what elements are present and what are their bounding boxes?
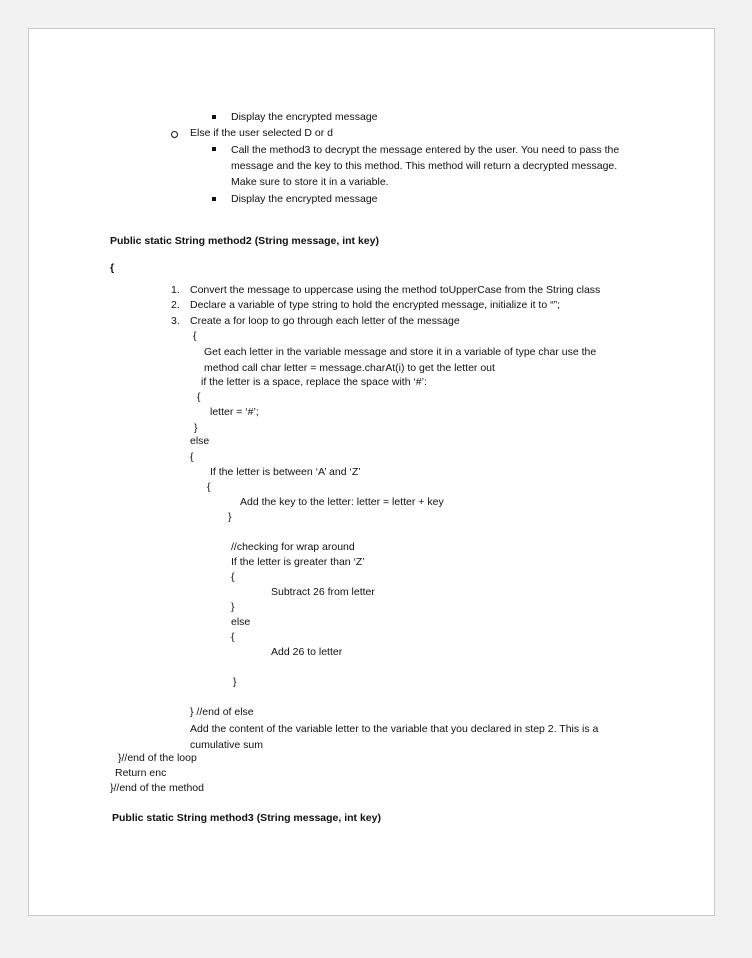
method3-heading: Public static String method3 (String message, int key)	[112, 812, 381, 824]
else-keyword: else	[231, 616, 251, 628]
assign-hash-line: letter = ‘#’;	[210, 406, 259, 418]
if-greater-line: If the letter is greater than ‘Z’	[231, 556, 365, 568]
add-26-line: Add 26 to letter	[271, 646, 343, 658]
return-enc-line: Return enc	[115, 767, 167, 779]
brace: {	[190, 451, 194, 463]
method2-heading: Public static String method2 (String message, int key)	[110, 235, 379, 247]
if-space-line: if the letter is a space, replace the space with ‘#’:	[201, 376, 427, 388]
step-text: Create a for loop to go through each letter of the message	[190, 315, 460, 327]
brace: }	[228, 511, 232, 523]
display-encrypted-line: Display the encrypted message	[231, 193, 378, 205]
brace: {	[231, 631, 235, 643]
get-letter-paragraph: Get each letter in the variable message and store it in a variable of type char use the method call char letter = message.charAt(i) to get the letter out	[204, 346, 597, 374]
step-number: 3.	[171, 315, 180, 327]
step-text: Convert the message to uppercase using the method toUpperCase from the String class	[190, 284, 601, 296]
else-keyword: else	[190, 435, 210, 447]
brace: }	[194, 422, 198, 434]
bullet-square	[212, 147, 216, 151]
bullet-square	[212, 197, 216, 201]
subtract-26-line: Subtract 26 from letter	[271, 586, 375, 598]
bullet-square	[212, 115, 216, 119]
call-method3-paragraph: Call the method3 to decrypt the message entered by the user. You need to pass the message and the key to this method. This method will return a decrypted message. Make sure to store it in a variable.	[231, 144, 620, 188]
brace: }	[233, 676, 237, 688]
bullet-circle	[171, 131, 178, 138]
step-text: Declare a variable of type string to hold the encrypted message, initialize it to “”;	[190, 299, 561, 311]
add-key-line: Add the key to the letter: letter = letter + key	[240, 496, 444, 508]
if-between-line: If the letter is between ‘A’ and ‘Z’	[210, 466, 361, 478]
end-method-line: }//end of the method	[110, 782, 204, 794]
brace: }	[231, 601, 235, 613]
end-loop-line: }//end of the loop	[118, 752, 197, 764]
end-else-line: } //end of else	[190, 706, 254, 718]
wrap-comment-line: //checking for wrap around	[231, 541, 355, 553]
method2-open-brace: {	[110, 262, 115, 274]
brace: {	[193, 330, 197, 342]
else-decrypt-line: Else if the user selected D or d	[190, 127, 333, 139]
brace: {	[231, 571, 235, 583]
step-number: 1.	[171, 284, 180, 296]
step-number: 2.	[171, 299, 180, 311]
brace: {	[197, 391, 201, 403]
display-encrypted-line: Display the encrypted message	[231, 111, 378, 123]
brace: {	[207, 481, 211, 493]
document-page	[28, 28, 715, 916]
add-content-paragraph: Add the content of the variable letter to the variable that you declared in step 2. This is a cumulative sum	[190, 723, 599, 751]
